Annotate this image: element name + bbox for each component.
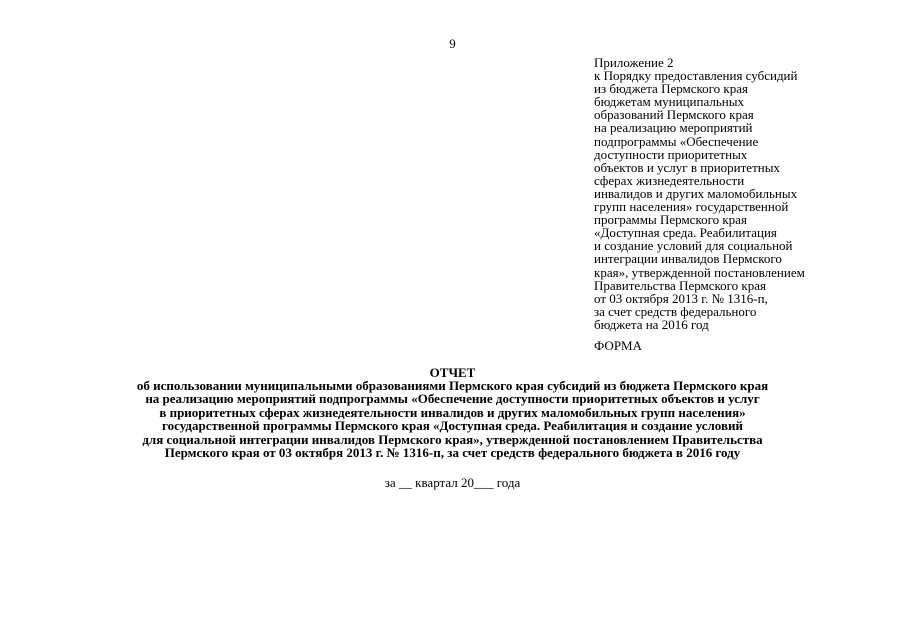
appendix-line: к Порядку предоставления субсидий [594, 68, 798, 84]
appendix-line: Правительства Пермского края [594, 277, 766, 293]
appendix-line: Приложение 2 [594, 55, 674, 70]
appendix-line: доступности приоритетных [594, 146, 748, 162]
appendix-line: интеграции инвалидов Пермского [594, 251, 782, 267]
appendix-line: образований Пермского края [594, 107, 754, 123]
appendix-header [594, 56, 884, 331]
appendix-line: программы Пермского края [594, 212, 747, 228]
appendix-line: инвалидов и других маломобильных [594, 185, 798, 201]
form-label: ФОРМА [594, 338, 642, 353]
appendix-line: и создание условий для социальной [594, 238, 793, 254]
report-subtitle-line: об использовании муниципальными образованиями Пермского края субсидий из бюджета Пермского края [136, 378, 769, 393]
report-subtitle-line: в приоритетных сферах жизнедеятельности инвалидов и других маломобильных групп населения» [159, 404, 746, 420]
appendix-line: края», утвержденной постановлением [594, 264, 805, 280]
page-number: 9 [449, 36, 456, 51]
report-title: ОТЧЕТ [429, 365, 476, 380]
report-period: за __ квартал 20___ года [384, 475, 521, 490]
report-subtitle-line: на реализацию мероприятий подпрограммы «Обеспечение доступности приоритетных объектов и услуг [145, 391, 760, 407]
appendix-line: сферах жизнедеятельности [594, 172, 745, 188]
report-subtitle-line: государственной программы Пермского края «Доступная среда. Реабилитация и создание условий [162, 418, 743, 434]
appendix-line: бюджетам муниципальных [594, 94, 744, 110]
appendix-line: на реализацию мероприятий [594, 120, 753, 136]
appendix-line: «Доступная среда. Реабилитация [594, 225, 777, 241]
appendix-line: за счет средств федерального [594, 303, 757, 319]
appendix-line: из бюджета Пермского края [594, 81, 749, 97]
appendix-line: подпрограммы «Обеспечение [594, 133, 759, 149]
report-subtitle-line: Пермского края от 03 октября 2013 г. № 1316-п, за счет средств федерального бюджета в 2016 году [164, 445, 741, 461]
appendix-line: от 03 октября 2013 г. № 1316-п, [594, 290, 768, 306]
report-subtitle-line: для социальной интеграции инвалидов Пермского края», утвержденной постановлением Правительства [142, 431, 763, 447]
appendix-line: групп населения» государственной [594, 199, 789, 215]
appendix-line: бюджета на 2016 год [594, 316, 709, 332]
appendix-line: объектов и услуг в приоритетных [594, 159, 780, 175]
report-subtitle [0, 379, 905, 459]
